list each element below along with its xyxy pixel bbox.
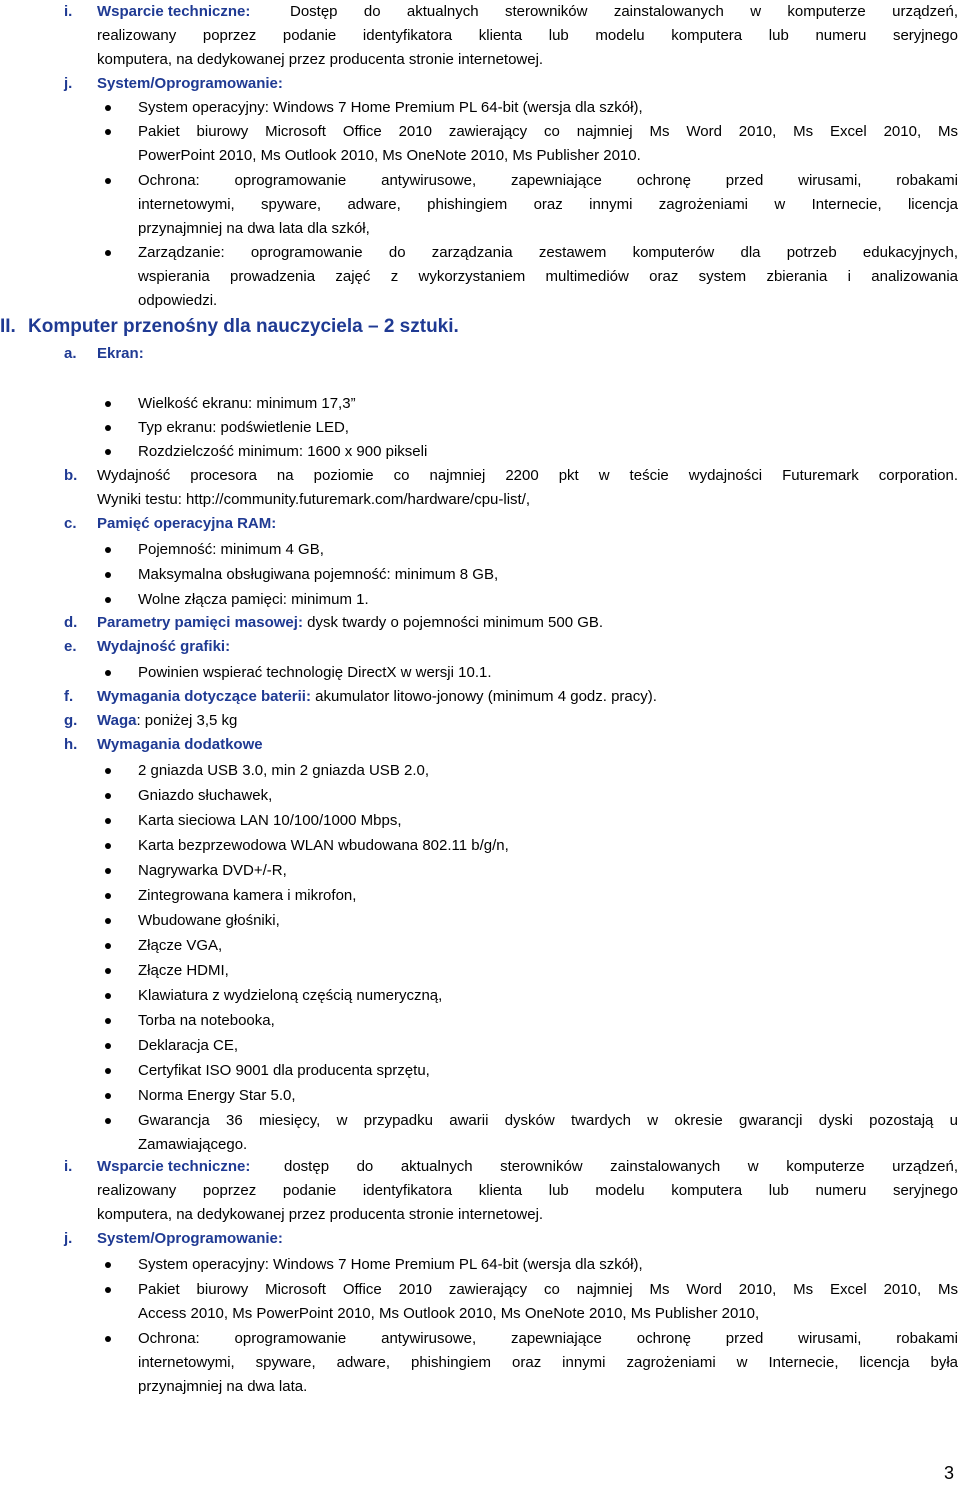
bullet-icon — [104, 884, 114, 908]
section-label: Wymagania dodatkowe — [97, 736, 263, 753]
list-item: Pakiet biurowy Microsoft Office 2010 zawierający co najmniej Ms Word 2010, Ms Excel 2010, Ms — [138, 123, 958, 140]
bullet-icon — [104, 1278, 114, 1302]
bullet-icon — [104, 392, 114, 416]
list-item: Złącze HDMI, — [138, 962, 229, 979]
bullet-icon — [104, 984, 114, 1008]
list-item: Złącze VGA, — [138, 937, 223, 954]
bullet-icon — [104, 859, 114, 883]
bullet-icon — [104, 1009, 114, 1033]
paragraph-line: dostęp do aktualnych sterowników zainstalowanych w komputerze urządzeń, — [284, 1158, 958, 1175]
paragraph-line: Dostęp do aktualnych sterowników zainstalowanych w komputerze urządzeń, — [290, 3, 958, 20]
bullet-icon — [104, 809, 114, 833]
bullet-icon — [104, 834, 114, 858]
bullet-icon — [104, 1253, 114, 1277]
section-label: System/Oprogramowanie: — [97, 75, 283, 92]
list-item: Powinien wspierać technologię DirectX w wersji 10.1. — [138, 664, 492, 681]
bullet-icon — [104, 96, 114, 120]
paragraph-line: komputera, na dedykowanej przez producenta stronie internetowej. — [97, 51, 544, 68]
list-marker: j. — [64, 1230, 73, 1247]
bullet-icon — [104, 959, 114, 983]
list-item-continuation: PowerPoint 2010, Ms Outlook 2010, Ms OneNote 2010, Ms Publisher 2010. — [138, 147, 641, 164]
bullet-icon — [104, 784, 114, 808]
list-item-continuation: wspierania prowadzenia zajęć z wykorzystaniem multimediów oraz system zbierania i analizowania — [138, 268, 958, 285]
list-item: Wbudowane głośniki, — [138, 912, 280, 929]
section-label: Waga — [97, 712, 137, 729]
list-marker: i. — [64, 3, 73, 20]
bullet-icon — [104, 120, 114, 144]
bullet-icon — [104, 416, 114, 440]
list-item-continuation: odpowiedzi. — [138, 292, 218, 309]
section-label: Wsparcie techniczne: — [97, 1158, 251, 1175]
bullet-icon — [104, 440, 114, 464]
bullet-icon — [104, 241, 114, 265]
list-item: Gwarancja 36 miesięcy, w przypadku awarii dysków twardych w okresie gwarancji dyski pozostają u — [138, 1112, 958, 1129]
list-item-continuation: internetowymi, spyware, adware, phishingiem oraz innymi zagrożeniami w Internecie, licencja była — [138, 1354, 958, 1371]
list-marker: j. — [64, 75, 73, 92]
bullet-icon — [104, 169, 114, 193]
list-item: System operacyjny: Windows 7 Home Premium PL 64-bit (wersja dla szkół), — [138, 1256, 643, 1273]
list-marker: f. — [64, 688, 74, 705]
list-item: Norma Energy Star 5.0, — [138, 1087, 296, 1104]
list-marker: a. — [64, 345, 77, 362]
paragraph-line — [97, 611, 603, 635]
section-label: Wymagania dotyczące baterii: — [97, 688, 311, 705]
list-item: Karta bezprzewodowa WLAN wbudowana 802.11 b/g/n, — [138, 837, 509, 854]
list-item: Certyfikat ISO 9001 dla producenta sprzętu, — [138, 1062, 430, 1079]
bullet-icon — [104, 909, 114, 933]
list-item: Maksymalna obsługiwana pojemność: minimum 8 GB, — [138, 566, 499, 583]
bullet-icon — [104, 1109, 114, 1133]
bullet-icon — [104, 1034, 114, 1058]
list-item: Typ ekranu: podświetlenie LED, — [138, 419, 349, 436]
list-item-continuation: Zamawiającego. — [138, 1136, 248, 1153]
list-item: Karta sieciowa LAN 10/100/1000 Mbps, — [138, 812, 402, 829]
paragraph-line: realizowany poprzez podanie identyfikatora klienta lub modelu komputera lub numeru seryjnego — [97, 1182, 958, 1199]
list-item: Wielkość ekranu: minimum 17,3” — [138, 395, 356, 412]
list-item: 2 gniazda USB 3.0, min 2 gniazda USB 2.0, — [138, 762, 430, 779]
list-item: Nagrywarka DVD+/-R, — [138, 862, 287, 879]
section-text: akumulator litowo-jonowy (minimum 4 godz. pracy). — [315, 688, 657, 705]
bullet-icon — [104, 934, 114, 958]
list-marker: b. — [64, 467, 78, 484]
bullet-icon — [104, 661, 114, 685]
bullet-icon — [104, 1327, 114, 1351]
list-item: Gniazdo słuchawek, — [138, 787, 273, 804]
paragraph-line — [97, 709, 237, 733]
list-item: Klawiatura z wydzieloną częścią numeryczną, — [138, 987, 443, 1004]
list-item-continuation: przynajmniej na dwa lata dla szkół, — [138, 220, 370, 237]
section-title: Komputer przenośny dla nauczyciela – 2 sztuki. — [28, 316, 459, 337]
bullet-icon — [104, 588, 114, 612]
list-item: Rozdzielczość minimum: 1600 x 900 pikseli — [138, 443, 428, 460]
section-label: Wydajność grafiki: — [97, 638, 231, 655]
paragraph-line: realizowany poprzez podanie identyfikatora klienta lub modelu komputera lub numeru seryjnego — [97, 27, 958, 44]
section-label: Pamięć operacyjna RAM: — [97, 515, 277, 532]
list-marker: g. — [64, 712, 78, 729]
section-label: System/Oprogramowanie: — [97, 1230, 283, 1247]
section-text: : poniżej 3,5 kg — [136, 712, 238, 729]
paragraph-line: komputera, na dedykowanej przez producenta stronie internetowej. — [97, 1206, 544, 1223]
list-item: Wolne złącza pamięci: minimum 1. — [138, 591, 369, 608]
paragraph-line: Wyniki testu: http://community.futuremark.com/hardware/cpu-list/, — [97, 491, 531, 508]
list-item: Torba na notebooka, — [138, 1012, 275, 1029]
list-marker: i. — [64, 1158, 73, 1175]
list-marker: e. — [64, 638, 77, 655]
bullet-icon — [104, 1084, 114, 1108]
bullet-icon — [104, 1059, 114, 1083]
bullet-icon — [104, 759, 114, 783]
list-item-continuation: przynajmniej na dwa lata. — [138, 1378, 308, 1395]
list-marker: h. — [64, 736, 78, 753]
list-item: Ochrona: oprogramowanie antywirusowe, zapewniające ochronę przed wirusami, robakami — [138, 172, 958, 189]
paragraph-line — [97, 685, 657, 709]
section-number: II. — [0, 316, 16, 337]
list-item: Zarządzanie: oprogramowanie do zarządzania zestawem komputerów dla potrzeb edukacyjnych, — [138, 244, 958, 261]
list-item-continuation: internetowymi, spyware, adware, phishingiem oraz innymi zagrożeniami w Internecie, licencja — [138, 196, 958, 213]
list-item: System operacyjny: Windows 7 Home Premium PL 64-bit (wersja dla szkół), — [138, 99, 643, 116]
section-label: Ekran: — [97, 345, 144, 362]
list-item: Pakiet biurowy Microsoft Office 2010 zawierający co najmniej Ms Word 2010, Ms Excel 2010, Ms — [138, 1281, 958, 1298]
list-item: Zintegrowana kamera i mikrofon, — [138, 887, 357, 904]
list-item: Ochrona: oprogramowanie antywirusowe, zapewniające ochronę przed wirusami, robakami — [138, 1330, 958, 1347]
paragraph-line: Wydajność procesora na poziomie co najmniej 2200 pkt w teście wydajności Futuremark corporation. — [97, 467, 958, 484]
list-marker: c. — [64, 515, 77, 532]
bullet-icon — [104, 563, 114, 587]
list-item-continuation: Access 2010, Ms PowerPoint 2010, Ms Outlook 2010, Ms OneNote 2010, Ms Publisher 2010, — [138, 1305, 760, 1322]
list-item: Pojemność: minimum 4 GB, — [138, 541, 324, 558]
list-marker: d. — [64, 614, 78, 631]
page-number: 3 — [943, 1463, 954, 1483]
list-item: Deklaracja CE, — [138, 1037, 239, 1054]
bullet-icon — [104, 538, 114, 562]
section-label: Wsparcie techniczne: — [97, 3, 251, 20]
section-text: dysk twardy o pojemności minimum 500 GB. — [307, 614, 604, 631]
section-label: Parametry pamięci masowej: — [97, 614, 303, 631]
